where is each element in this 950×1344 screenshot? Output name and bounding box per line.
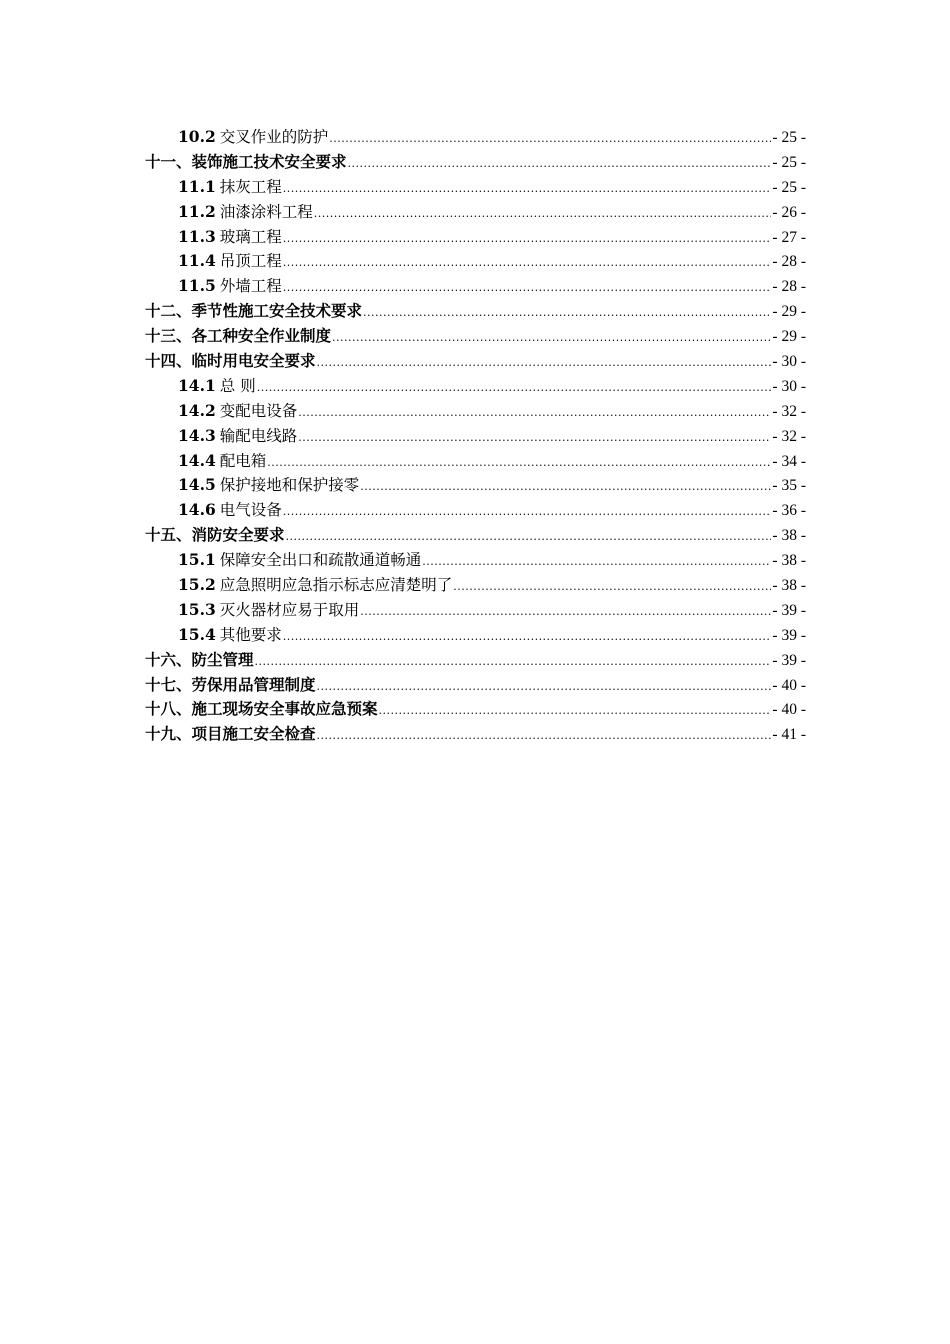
toc-entry-label — [178, 274, 282, 299]
toc-entry-number: 11.4 — [178, 251, 216, 271]
toc-entry-title: 劳保用品管理制度 — [191, 674, 316, 694]
toc-entry-label — [178, 573, 452, 598]
toc-dot-leader — [314, 202, 772, 227]
toc-entry-number: 11.5 — [178, 276, 216, 296]
toc-dot-leader — [360, 600, 771, 625]
toc-entry[interactable] — [145, 349, 806, 374]
toc-entry-number: 十六、 — [145, 649, 192, 669]
toc-entry[interactable] — [145, 324, 806, 349]
toc-entry-page: - 29 - — [772, 328, 806, 346]
toc-entry-page: - 25 - — [772, 153, 806, 171]
toc-entry-page: - 26 - — [772, 203, 806, 221]
toc-entry[interactable] — [145, 274, 806, 299]
toc-entry-title: 吊顶工程 — [219, 252, 282, 271]
toc-entry-label — [178, 473, 359, 498]
toc-dot-leader — [317, 675, 772, 700]
toc-dot-leader — [360, 475, 771, 500]
toc-entry-label — [178, 623, 282, 648]
toc-entry-number: 14.4 — [178, 450, 216, 470]
toc-entry-number: 十八、 — [145, 699, 192, 719]
toc-entry[interactable] — [145, 299, 806, 324]
toc-entry[interactable] — [145, 648, 806, 673]
toc-entry-label — [178, 200, 313, 225]
toc-entry-number: 11.3 — [178, 226, 216, 246]
toc-entry-label — [178, 399, 297, 424]
toc-entry-page: - 25 - — [772, 129, 806, 146]
toc-entry-label — [145, 523, 285, 548]
toc-entry-title: 总 则 — [219, 376, 256, 395]
toc-entry-number: 15.2 — [178, 575, 216, 595]
toc-entry-title: 各工种安全作业制度 — [191, 326, 332, 346]
toc-entry-title: 灭火器材应易于取用 — [219, 600, 360, 619]
toc-entry-page: - 30 - — [772, 353, 806, 371]
toc-entry-label — [178, 125, 328, 150]
toc-dot-leader — [363, 301, 771, 326]
toc-entry[interactable] — [145, 573, 806, 598]
toc-entry-label — [145, 299, 362, 324]
toc-entry-label — [178, 249, 282, 274]
toc-entry-page: - 38 - — [772, 552, 806, 570]
toc-dot-leader — [267, 451, 771, 476]
toc-entry-title: 油漆涂料工程 — [219, 202, 313, 221]
toc-dot-leader — [298, 426, 771, 451]
toc-entry-number: 15.4 — [178, 624, 216, 644]
toc-entry-title: 变配电设备 — [219, 401, 298, 420]
toc-entry-page: - 28 - — [772, 253, 806, 271]
toc-dot-leader — [286, 525, 772, 550]
toc-entry-page: - 28 - — [772, 278, 806, 296]
toc-entry-label — [178, 424, 297, 449]
toc-entry-number: 十二、 — [145, 301, 192, 321]
toc-dot-leader — [298, 401, 771, 426]
toc-entry[interactable] — [145, 598, 806, 623]
toc-entry-title: 抹灰工程 — [219, 177, 282, 196]
toc-entry-page: - 38 - — [772, 527, 806, 545]
toc-entry[interactable] — [145, 498, 806, 523]
toc-entry-number: 14.3 — [178, 425, 216, 445]
toc-entry-number: 十四、 — [145, 351, 192, 371]
toc-entry-label — [178, 225, 282, 250]
toc-entry-label — [178, 175, 282, 200]
toc-entry-number: 十七、 — [145, 674, 192, 694]
toc-entry-number: 10.2 — [178, 127, 216, 146]
toc-entry-title: 项目施工安全检查 — [191, 724, 316, 744]
toc-entry[interactable] — [145, 548, 806, 573]
toc-dot-leader — [255, 650, 772, 675]
toc-dot-leader — [283, 625, 772, 650]
toc-dot-leader — [283, 500, 772, 525]
toc-entry-title: 防尘管理 — [191, 649, 254, 669]
toc-entry-number: 11.2 — [178, 201, 216, 221]
toc-entry-number: 15.3 — [178, 599, 216, 619]
toc-entry-page: - 27 - — [772, 228, 806, 246]
toc-dot-leader — [283, 251, 772, 276]
toc-dot-leader — [317, 724, 772, 749]
toc-entry-number: 十九、 — [145, 724, 192, 744]
toc-entry[interactable] — [145, 399, 806, 424]
toc-entry-label — [178, 498, 282, 523]
toc-entry[interactable] — [145, 150, 806, 175]
toc-entry-label — [145, 673, 316, 698]
toc-entry-page: - 39 - — [772, 651, 806, 669]
toc-entry-label — [145, 324, 331, 349]
toc-entry-page: - 32 - — [772, 402, 806, 420]
toc-entry[interactable] — [145, 722, 806, 747]
toc-entry-page: - 38 - — [772, 577, 806, 595]
toc-dot-leader — [348, 152, 772, 177]
toc-entry-page: - 39 - — [772, 601, 806, 619]
toc-entry-title: 施工现场安全事故应急预案 — [191, 699, 378, 719]
toc-entry-number: 14.5 — [178, 475, 216, 495]
toc-entry[interactable] — [145, 623, 806, 648]
toc-entry-title: 交叉作业的防护 — [219, 128, 329, 146]
toc-dot-leader — [453, 575, 771, 600]
toc-entry[interactable] — [145, 374, 806, 399]
toc-entry-title: 装饰施工技术安全要求 — [191, 151, 347, 171]
toc-entry-page: - 29 - — [772, 303, 806, 321]
toc-entry-label — [178, 548, 421, 573]
toc-entry-label — [145, 648, 254, 673]
table-of-contents — [145, 125, 806, 747]
toc-entry-page: - 32 - — [772, 427, 806, 445]
toc-entry-number: 11.1 — [178, 176, 216, 196]
toc-entry-label — [178, 449, 266, 474]
toc-entry-page: - 35 - — [772, 477, 806, 495]
toc-dot-leader — [283, 177, 772, 202]
toc-entry-title: 输配电线路 — [219, 426, 298, 445]
toc-entry-page: - 40 - — [772, 701, 806, 719]
toc-dot-leader — [317, 351, 772, 376]
toc-entry-title: 应急照明应急指示标志应清楚明了 — [219, 576, 453, 595]
toc-entry-title: 保护接地和保护接零 — [219, 476, 360, 495]
toc-entry-page: - 36 - — [772, 502, 806, 520]
toc-entry-title: 电气设备 — [219, 501, 282, 520]
toc-entry-title: 临时用电安全要求 — [191, 351, 316, 371]
toc-entry[interactable] — [145, 523, 806, 548]
toc-entry-number: 14.1 — [178, 375, 216, 395]
toc-entry[interactable] — [145, 200, 806, 225]
toc-entry-number: 十一、 — [145, 151, 192, 171]
toc-entry-label — [178, 374, 256, 399]
toc-entry-number: 15.1 — [178, 550, 216, 570]
toc-entry-number: 十三、 — [145, 326, 192, 346]
toc-entry-title: 外墙工程 — [219, 277, 282, 296]
toc-entry-title: 消防安全要求 — [191, 525, 285, 545]
toc-entry-label — [145, 722, 316, 747]
toc-entry-number: 十五、 — [145, 525, 192, 545]
toc-entry-page: - 39 - — [772, 626, 806, 644]
toc-entry-title: 其他要求 — [219, 625, 282, 644]
toc-entry[interactable] — [145, 673, 806, 698]
toc-entry-page: - 41 - — [772, 726, 806, 744]
toc-entry[interactable] — [145, 125, 806, 150]
toc-entry-label — [145, 150, 347, 175]
toc-entry[interactable] — [145, 249, 806, 274]
toc-dot-leader — [379, 699, 772, 724]
toc-entry-page: - 34 - — [772, 452, 806, 470]
toc-entry-label — [178, 598, 359, 623]
toc-entry-page: - 30 - — [772, 377, 806, 395]
toc-entry-title: 保障安全出口和疏散通道畅通 — [219, 551, 422, 570]
toc-entry-page: - 40 - — [772, 676, 806, 694]
toc-dot-leader — [332, 326, 771, 351]
toc-entry-label — [145, 697, 378, 722]
toc-entry-title: 玻璃工程 — [219, 227, 282, 246]
toc-dot-leader — [422, 550, 771, 575]
toc-entry[interactable] — [145, 473, 806, 498]
toc-entry-title: 配电箱 — [219, 451, 267, 470]
toc-dot-leader — [257, 376, 772, 401]
toc-entry[interactable] — [145, 449, 806, 474]
toc-dot-leader — [283, 227, 772, 252]
toc-entry[interactable] — [145, 175, 806, 200]
toc-entry-label — [145, 349, 316, 374]
toc-entry-number: 14.2 — [178, 400, 216, 420]
toc-dot-leader — [329, 127, 771, 152]
toc-entry[interactable] — [145, 225, 806, 250]
toc-entry[interactable] — [145, 424, 806, 449]
toc-entry-number: 14.6 — [178, 500, 216, 520]
toc-dot-leader — [283, 276, 772, 301]
toc-entry-title: 季节性施工安全技术要求 — [191, 301, 363, 321]
toc-entry-page: - 25 - — [772, 178, 806, 196]
toc-entry[interactable] — [145, 697, 806, 722]
